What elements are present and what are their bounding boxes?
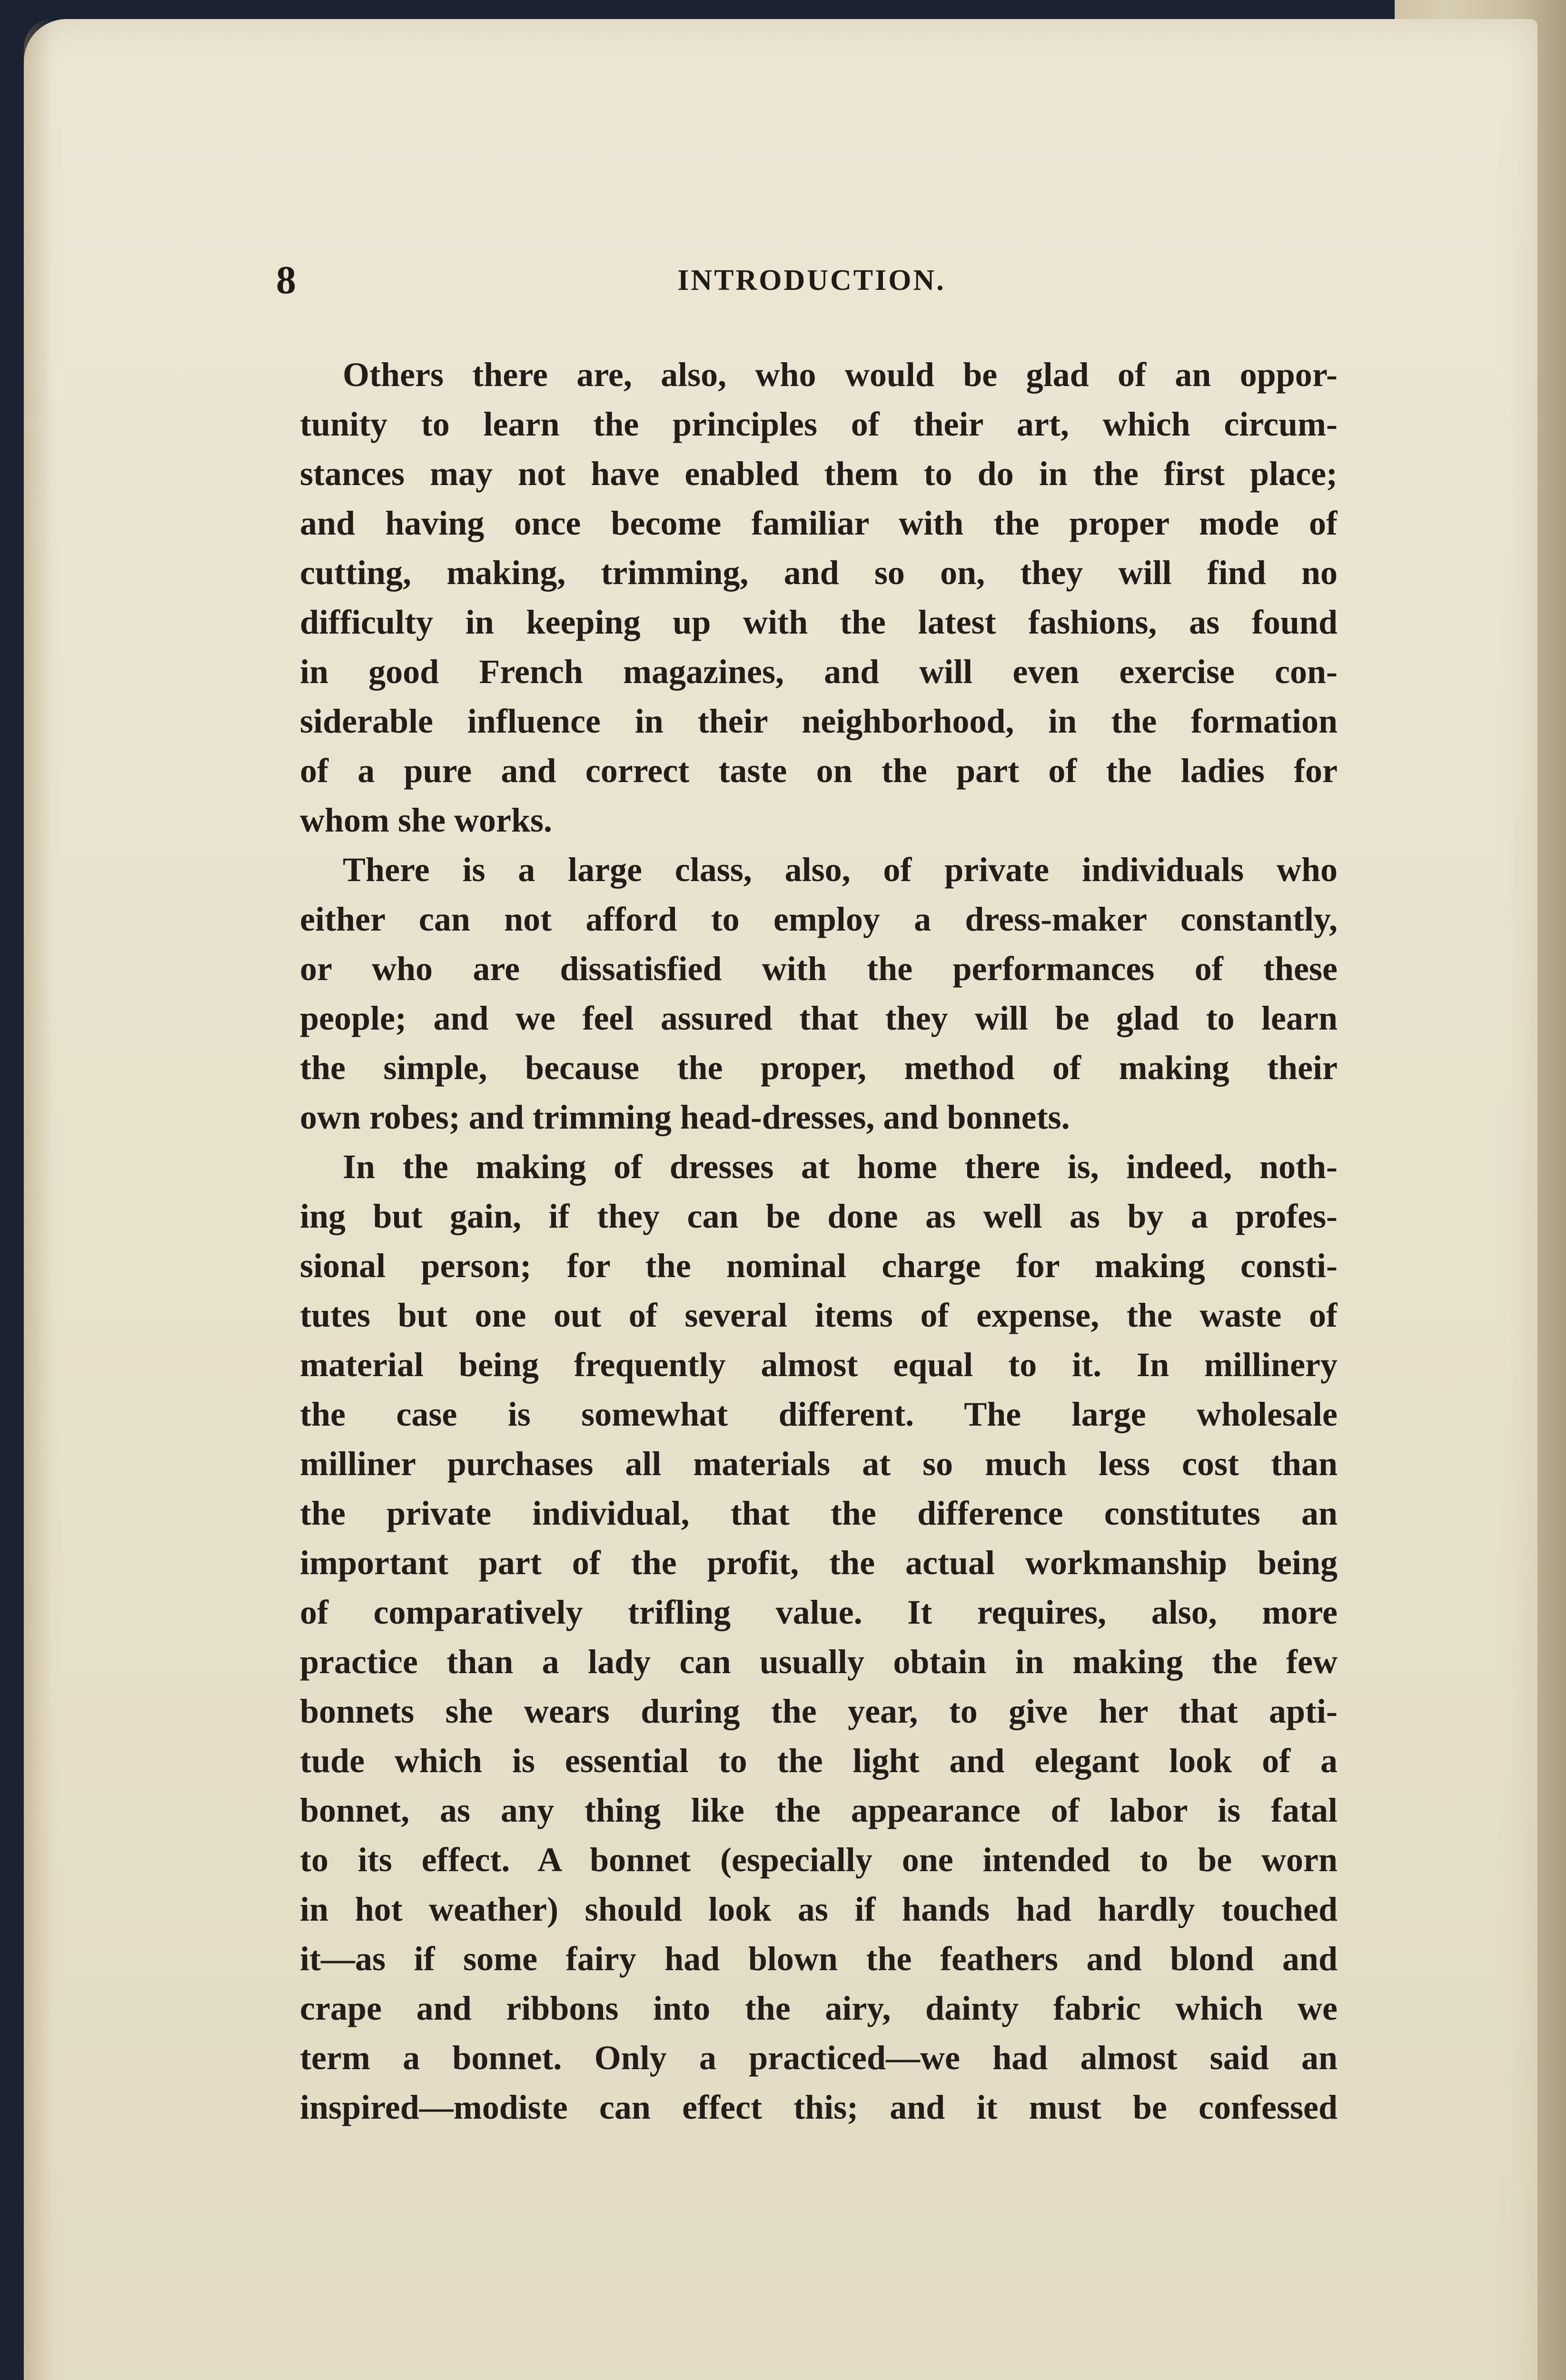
text-line: own robes; and trimming head-dresses, and bonnets. bbox=[300, 1098, 1070, 1136]
text-line: inspired—modiste can effect this; and it must be confessed bbox=[300, 2088, 1338, 2126]
text-line: practice than a lady can usually obtain in making the few bbox=[300, 1643, 1338, 1681]
text-line: crape and ribbons into the airy, dainty fabric which we bbox=[300, 1989, 1338, 2027]
text-line: in hot weather) should look as if hands had hardly touched bbox=[300, 1890, 1338, 1928]
text-line: the private individual, that the difference constitutes an bbox=[300, 1494, 1338, 1532]
text-line: siderable influence in their neighborhood, in the formation bbox=[300, 702, 1338, 740]
text-line: or who are dissatisfied with the performances of these bbox=[300, 950, 1338, 988]
text-line: people; and we feel assured that they will be glad to learn bbox=[300, 999, 1338, 1037]
text-line: to its effect. A bonnet (especially one intended to be worn bbox=[300, 1841, 1338, 1879]
text-line: difficulty in keeping up with the latest fashions, as found bbox=[300, 603, 1338, 641]
text-line: whom she works. bbox=[300, 801, 553, 839]
text-line: ing but gain, if they can be done as well as by a profes- bbox=[300, 1197, 1338, 1235]
text-line: tude which is essential to the light and elegant look of a bbox=[300, 1742, 1338, 1780]
text-line: important part of the profit, the actual workmanship being bbox=[300, 1544, 1338, 1582]
text-line: milliner purchases all materials at so much less cost than bbox=[300, 1445, 1338, 1483]
text-line: the case is somewhat different. The large wholesale bbox=[300, 1395, 1338, 1433]
text-line: term a bonnet. Only a practiced—we had almost said an bbox=[300, 2039, 1338, 2077]
text-line: either can not afford to employ a dress-maker constantly, bbox=[300, 900, 1338, 938]
text-line: There is a large class, also, of private individuals who bbox=[343, 851, 1338, 889]
text-line: material being frequently almost equal to it. In millinery bbox=[300, 1346, 1338, 1384]
text-line: of a pure and correct taste on the part of the ladies for bbox=[300, 752, 1338, 790]
text-line: sional person; for the nominal charge for making consti- bbox=[300, 1247, 1338, 1285]
page-number: 8 bbox=[276, 258, 296, 302]
body-text bbox=[300, 350, 1338, 2132]
text-line: bonnet, as any thing like the appearance of labor is fatal bbox=[300, 1791, 1338, 1829]
text-line: of comparatively trifling value. It requires, also, more bbox=[300, 1593, 1338, 1631]
text-line: and having once become familiar with the proper mode of bbox=[300, 504, 1338, 542]
text-line: the simple, because the proper, method of making their bbox=[300, 1049, 1338, 1087]
text-line: tunity to learn the principles of their art, which circum- bbox=[300, 405, 1338, 443]
page-header bbox=[276, 257, 1347, 309]
text-line: cutting, making, trimming, and so on, they will find no bbox=[300, 554, 1338, 592]
text-line: in good French magazines, and will even exercise con- bbox=[300, 653, 1338, 691]
text-line: bonnets she wears during the year, to give her that apti- bbox=[300, 1692, 1338, 1730]
text-line: stances may not have enabled them to do in the first place; bbox=[300, 455, 1338, 493]
text-line: In the making of dresses at home there is, indeed, noth- bbox=[343, 1148, 1338, 1186]
running-head: INTRODUCTION. bbox=[677, 264, 946, 297]
text-line: Others there are, also, who would be glad of an oppor- bbox=[343, 356, 1338, 394]
text-line: it—as if some fairy had blown the feathers and blond and bbox=[300, 1940, 1338, 1978]
text-line: tutes but one out of several items of expense, the waste of bbox=[300, 1296, 1338, 1334]
